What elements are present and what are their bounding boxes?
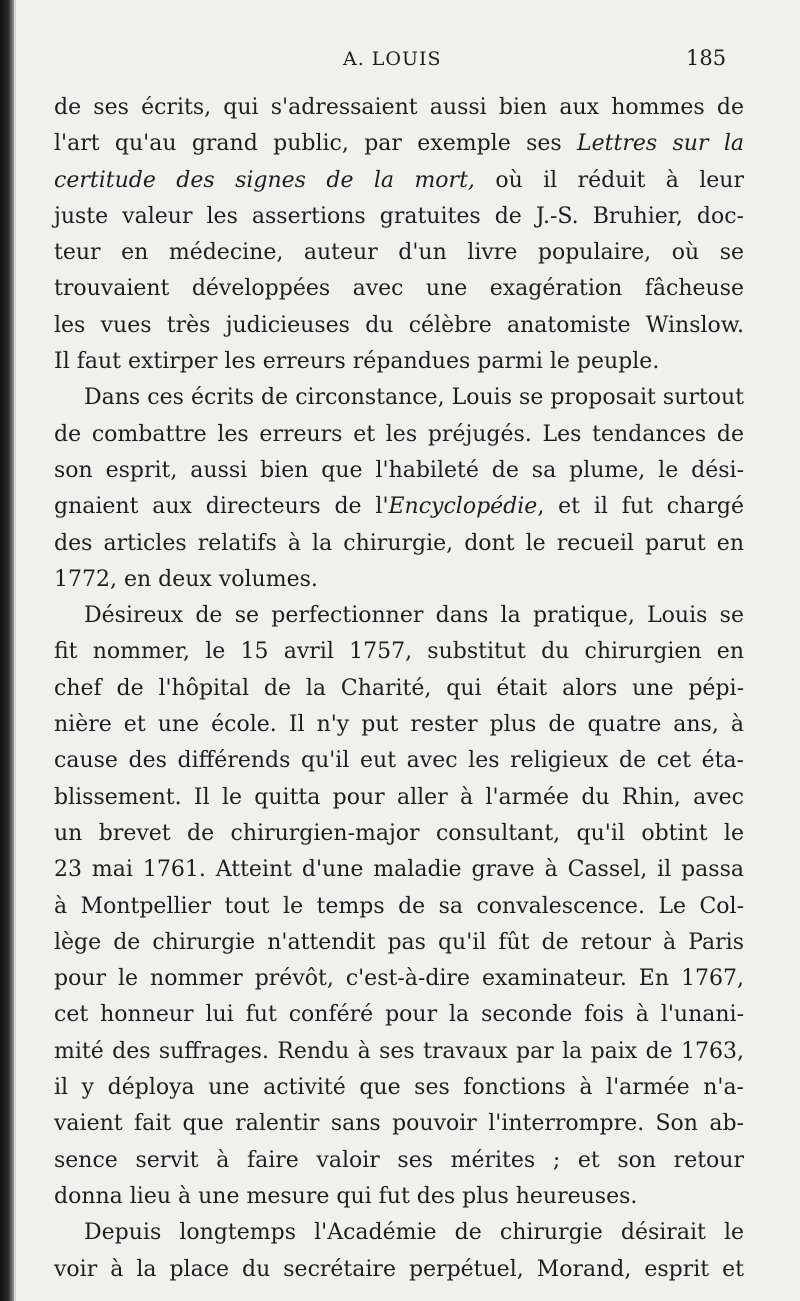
text-line: nière et une école. Il n'y put rester plus de quatre ans, à — [54, 712, 744, 738]
text-line: de ses écrits, qui s'adressaient aussi bien aux hommes de — [54, 95, 744, 120]
text-line: les vues très judicieuses du célèbre anatomiste Winslow. — [54, 312, 744, 338]
text-line: gnaient aux directeurs de l'Encyclopédie, et il fut chargé — [54, 494, 744, 520]
text-line: Désireux de se perfectionner dans la pratique, Louis se — [84, 603, 744, 629]
text-line: lège de chirurgie n'attendit pas qu'il fût de retour à Paris — [54, 929, 744, 955]
text-line: juste valeur les assertions gratuites de J.-S. Bruhier, doc- — [54, 203, 744, 229]
running-head-title: A. LOUIS — [343, 48, 442, 70]
text-line: Dans ces écrits de circonstance, Louis se proposait surtout — [84, 385, 744, 411]
text-line: vaient fait que ralentir sans pouvoir l'interrompre. Son ab- — [54, 1111, 744, 1137]
text-line: cet honneur lui fut conféré pour la seconde fois à l'unani- — [54, 1002, 744, 1028]
text-line: il y déploya une activité que ses fonctions à l'armée n'a- — [54, 1075, 744, 1101]
text-line: 1772, en deux volumes. — [54, 566, 318, 592]
text-line: certitude des signes de la mort, où il réduit à leur — [54, 167, 744, 193]
text-line: à Montpellier tout le temps de sa convalescence. Le Col- — [54, 893, 744, 919]
text-line: des articles relatifs à la chirurgie, dont le recueil parut en — [54, 530, 744, 556]
text-line: cause des différends qu'il eut avec les religieux de cet éta- — [54, 748, 744, 774]
page-number: 185 — [686, 46, 727, 70]
text-line: chef de l'hôpital de la Charité, qui était alors une pépi- — [54, 675, 744, 701]
text-line: voir à la place du secrétaire perpétuel, Morand, esprit et — [54, 1256, 744, 1282]
page-gutter-shadow — [0, 0, 14, 1301]
running-head — [0, 46, 800, 76]
text-line: l'art qu'au grand public, par exemple ses Lettres sur la — [54, 131, 744, 157]
text-line: de combattre les erreurs et les préjugés. Les tendances de — [54, 421, 744, 447]
text-line: blissement. Il le quitta pour aller à l'armée du Rhin, avec — [54, 784, 744, 810]
text-line: fit nommer, le 15 avril 1757, substitut du chirurgien en — [54, 639, 744, 665]
text-line: Il faut extirper les erreurs répandues parmi le peuple. — [54, 349, 660, 375]
text-line: 23 mai 1761. Atteint d'une maladie grave à Cassel, il passa — [54, 857, 744, 883]
text-line: trouvaient développées avec une exagération fâcheuse — [54, 276, 744, 302]
text-line: Depuis longtemps l'Académie de chirurgie désirait le — [84, 1220, 744, 1246]
body-text — [54, 90, 744, 1288]
text-line: pour le nommer prévôt, c'est-à-dire examinateur. En 1767, — [54, 966, 744, 992]
text-line: donna lieu à une mesure qui fut des plus heureuses. — [54, 1183, 638, 1209]
text-line: sence servit à faire valoir ses mérites ; et son retour — [54, 1147, 744, 1173]
text-line: mité des suffrages. Rendu à ses travaux par la paix de 1763, — [54, 1038, 744, 1064]
text-line: son esprit, aussi bien que l'habileté de sa plume, le dési- — [54, 457, 744, 483]
text-line: un brevet de chirurgien-major consultant, qu'il obtint le — [54, 820, 744, 846]
text-line: teur en médecine, auteur d'un livre populaire, où se — [54, 240, 744, 266]
